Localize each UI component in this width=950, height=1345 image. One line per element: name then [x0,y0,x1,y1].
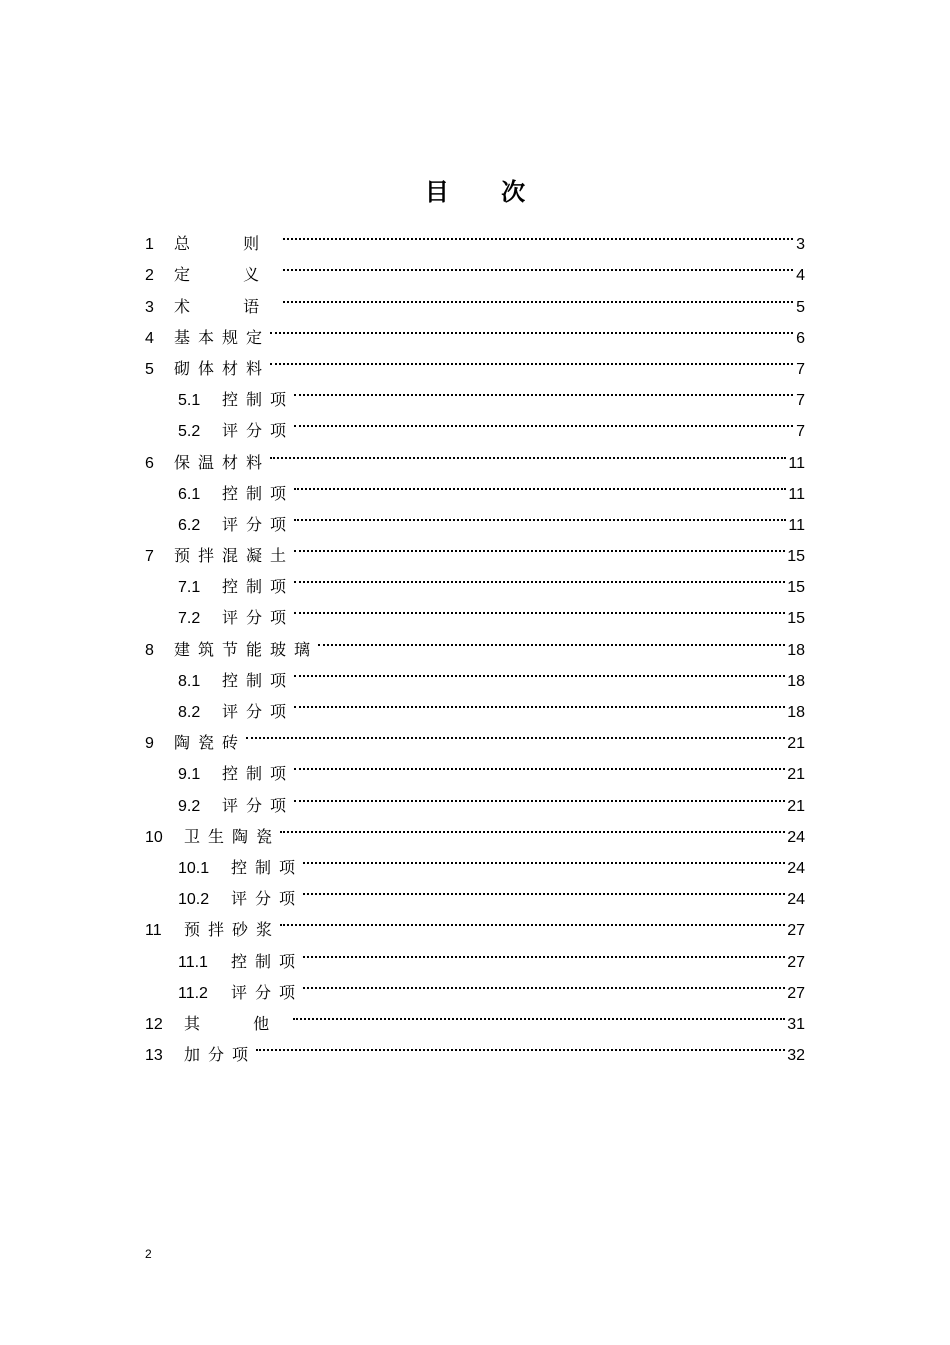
toc-entry-label: 控制项 [231,951,304,971]
toc-entry-number: 5.1 [178,392,201,410]
toc-entry-label: 评分项 [231,982,304,1002]
toc-entry-number: 1 [145,236,154,254]
toc-entry-number: 13 [145,1047,163,1065]
toc-entry-label: 评分项 [222,795,295,815]
toc-entry-page: 7 [796,392,805,410]
toc-entry-number: 5 [145,360,154,378]
toc-entry-label: 保温材料 [174,452,271,472]
toc-entry-page: 15 [787,610,805,628]
toc-entry-label: 加分项 [184,1045,257,1065]
toc-entry-page: 27 [787,984,805,1002]
toc-entry-number: 6.1 [178,485,201,503]
toc-entry-number: 7.2 [178,610,201,628]
toc-dot-leader [246,717,785,748]
toc-entry-number: 10.1 [178,859,210,877]
toc-entry-label: 定 义 [174,265,284,285]
toc-entry-page: 21 [787,766,805,784]
toc-entry-number: 10.2 [178,891,210,909]
toc-entry-number: 7.1 [178,579,201,597]
toc-entry-number: 6.2 [178,516,201,534]
toc-entry-page: 15 [787,548,805,566]
toc-dot-leader [294,499,786,530]
toc-entry-number: 11.2 [178,984,208,1002]
toc-entry-page: 31 [787,1015,805,1033]
toc-dot-leader [256,1029,785,1060]
toc-entry-page: 15 [787,579,805,597]
toc-dot-leader [283,218,793,249]
toc-entry-label: 控制项 [222,670,295,690]
toc-entry-label: 控制项 [222,483,295,503]
toc-dot-leader [318,623,785,654]
toc-entry-page: 4 [796,267,805,285]
toc-dot-leader [283,280,793,311]
toc-entry[interactable] [145,218,805,254]
toc-entry-number: 8.2 [178,704,201,721]
toc-entry-number: 9.1 [178,766,201,784]
toc-dot-leader [303,842,785,873]
toc-dot-leader [270,436,786,467]
toc-dot-leader [294,374,793,405]
toc-entry-number: 7 [145,548,154,566]
toc-entry-number: 10 [145,828,163,846]
toc-entry-number: 8 [145,641,154,659]
toc-entry-label: 基本规定 [174,327,271,347]
toc-entry-label: 控制项 [222,577,295,597]
toc-dot-leader [270,312,793,343]
toc-entry-number: 6 [145,454,154,472]
toc-entry-page: 27 [787,953,805,971]
toc-dot-leader [294,779,785,810]
toc-dot-leader [283,249,793,280]
toc-dot-leader [294,405,793,436]
toc-entry-page: 3 [796,236,805,254]
toc-entry-page: 21 [787,735,805,753]
toc-entry-page: 11 [788,454,805,472]
toc-entry-page: 27 [787,922,805,940]
toc-entry-page: 7 [796,360,805,378]
toc-entry-label: 控制项 [231,857,304,877]
toc-entry-label: 控制项 [222,764,295,784]
toc-entry-label: 预拌混凝土 [174,546,295,566]
toc-entry-number: 3 [145,298,154,316]
page-title: 目 次 [424,178,548,207]
toc-dot-leader [294,468,786,499]
toc-entry-number: 2 [145,267,154,285]
toc-dot-leader [303,873,785,904]
toc-dot-leader [280,811,785,842]
toc-entry-label: 术 语 [174,296,284,316]
toc-entry-page: 11 [788,516,805,534]
toc-entry-page: 18 [787,672,805,690]
toc-dot-leader [294,561,785,592]
toc-entry-label: 评分项 [222,702,295,721]
toc-entry-label: 砌体材料 [174,358,271,378]
toc-entry-label: 陶瓷砖 [174,733,247,753]
toc-dot-leader [303,935,785,966]
toc-entry-page: 7 [796,423,805,441]
toc-entry-label: 建筑节能玻璃 [174,639,319,659]
toc-entry-number: 9 [145,735,154,753]
toc-dot-leader [294,655,785,686]
toc-entry-page: 32 [787,1047,805,1065]
toc-entry-label: 评分项 [222,421,295,441]
toc-entry-label: 预拌砂浆 [184,920,281,940]
toc-dot-leader [294,686,785,717]
toc-entry-number: 8.1 [178,672,201,690]
toc-entry-number: 12 [145,1015,163,1033]
toc-entry-number: 5.2 [178,423,201,441]
toc-dot-leader [294,748,785,779]
toc-entry-page: 24 [787,891,805,909]
footer-page-number: 2 [145,1247,152,1261]
toc-entry-number: 11.1 [178,953,208,971]
toc-entry-page: 18 [787,704,805,721]
toc-entry-page: 21 [787,797,805,815]
toc-entry-page: 18 [787,641,805,659]
toc-entry-page: 24 [787,828,805,846]
toc-dot-leader [294,530,785,561]
table-of-contents [145,218,805,1065]
toc-entry-page: 6 [796,329,805,347]
toc-entry-label: 总 则 [174,234,284,254]
toc-entry-page: 5 [796,298,805,316]
toc-dot-leader [294,592,785,623]
toc-dot-leader [303,967,785,998]
toc-entry-number: 11 [145,922,162,940]
toc-entry-page: 11 [788,485,805,503]
toc-entry-label: 卫生陶瓷 [184,826,281,846]
toc-entry-label: 评分项 [231,889,304,909]
toc-dot-leader [280,904,785,935]
toc-dot-leader [270,343,793,374]
toc-dot-leader [293,998,785,1029]
toc-entry-number: 9.2 [178,797,201,815]
toc-entry-label: 其 他 [184,1013,294,1033]
toc-entry-label: 评分项 [222,514,295,534]
toc-entry-label: 控制项 [222,390,295,410]
toc-entry-number: 4 [145,329,154,347]
toc-entry-label: 评分项 [222,608,295,628]
toc-entry-page: 24 [787,859,805,877]
